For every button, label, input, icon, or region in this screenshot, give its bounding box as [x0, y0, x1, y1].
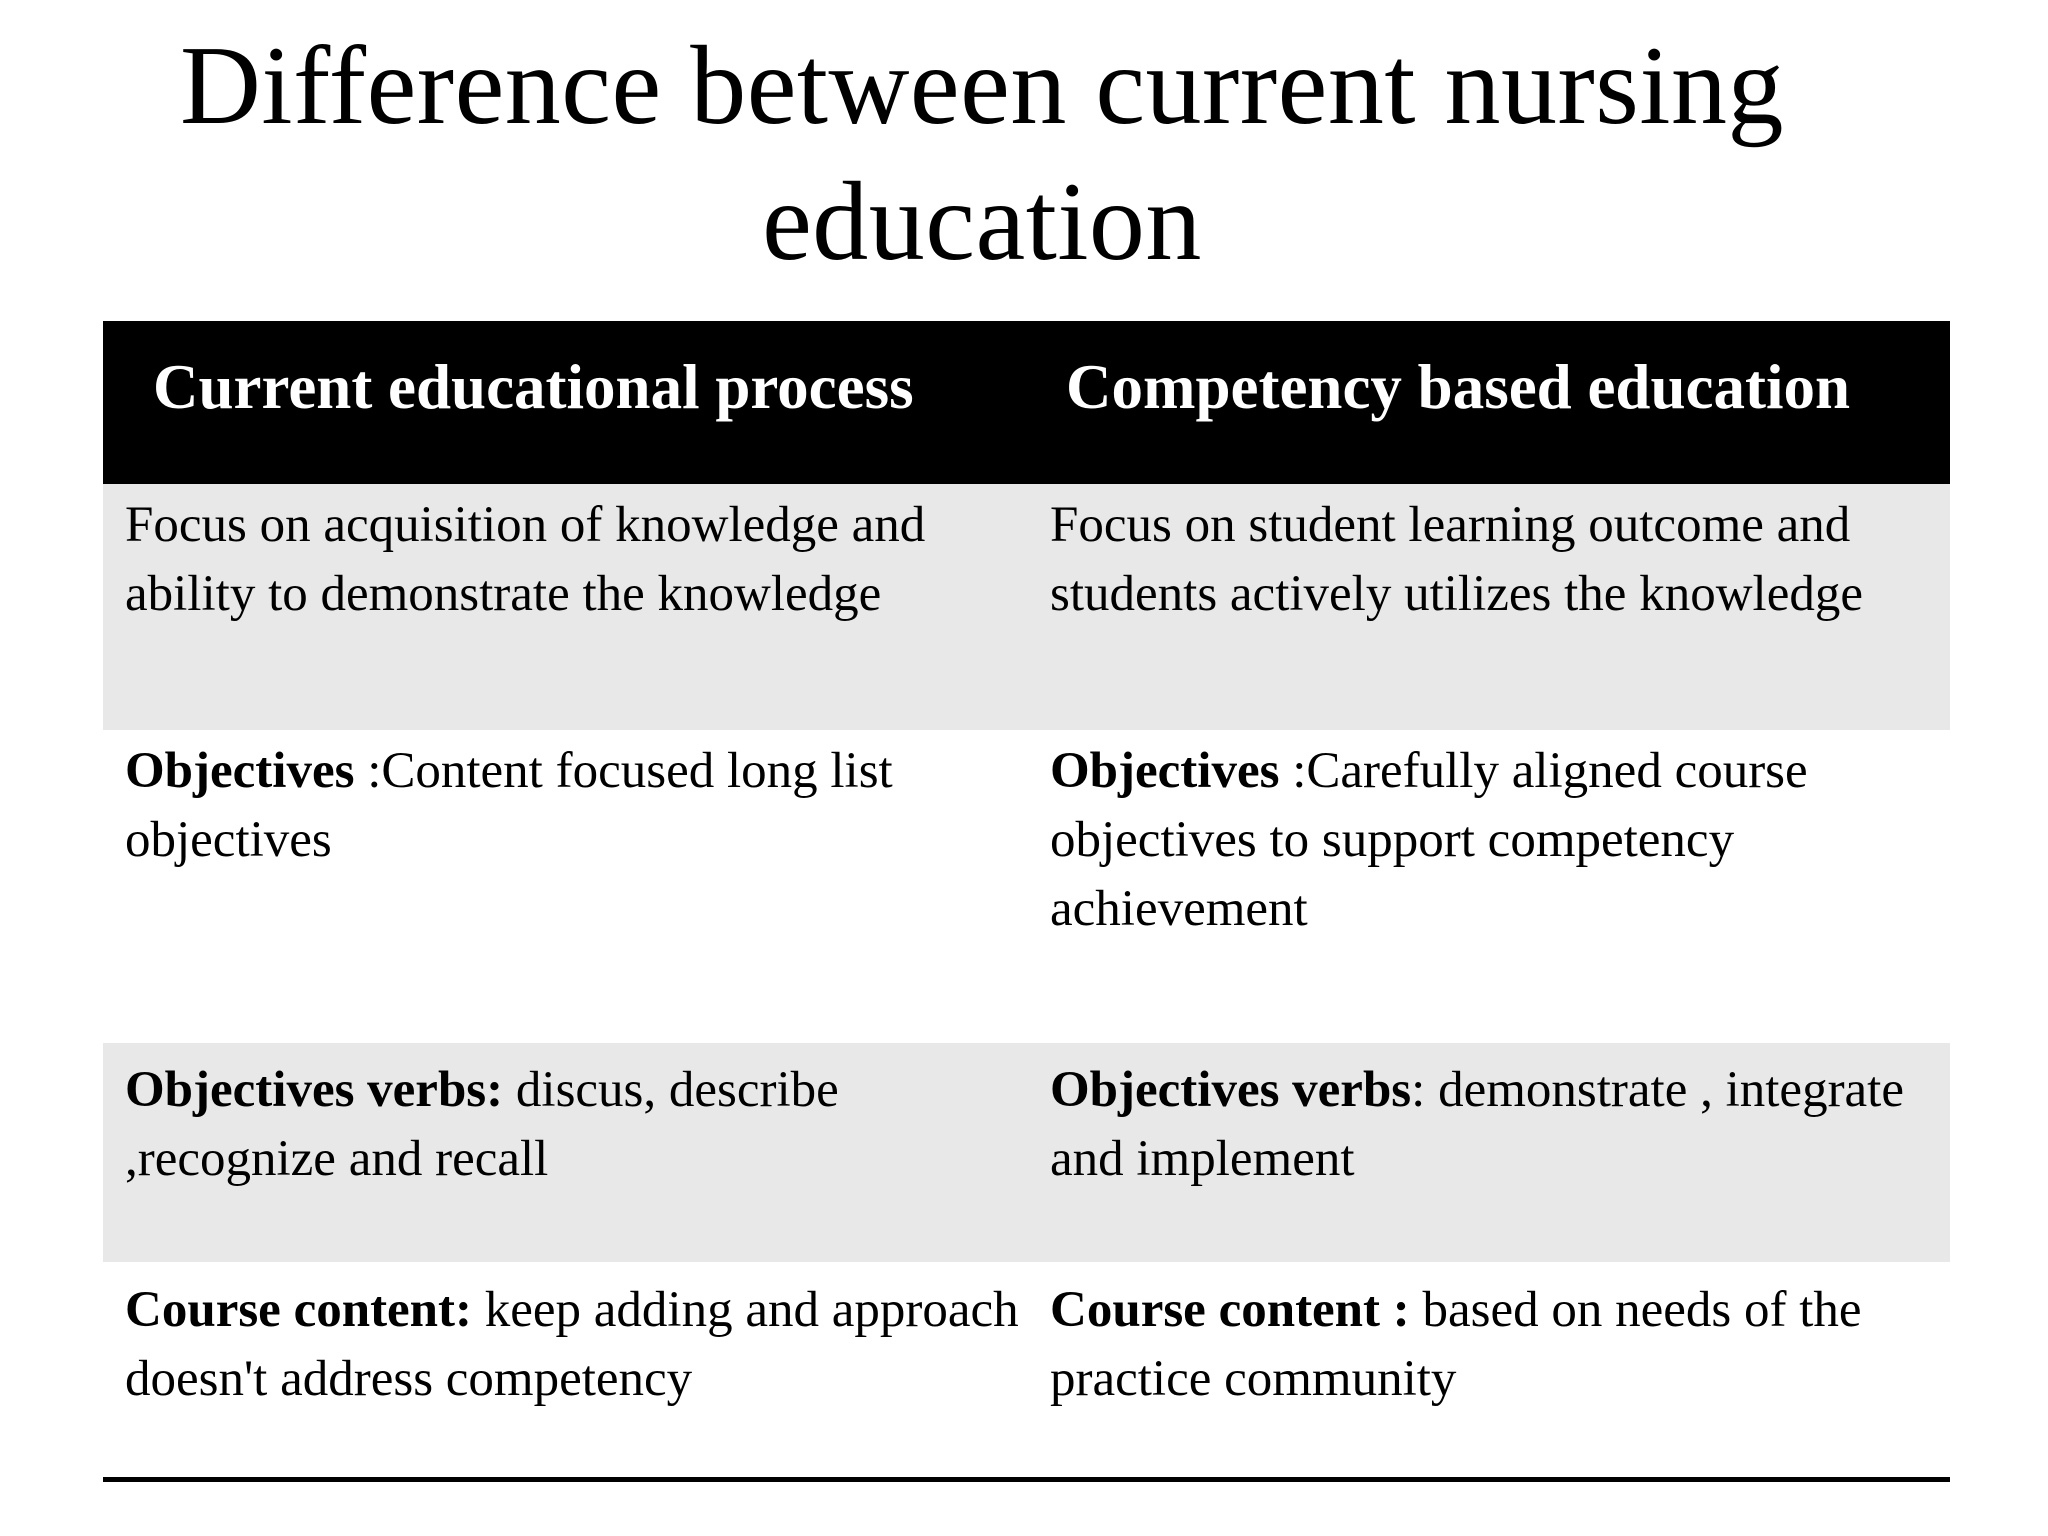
cell-lead: Objectives verbs	[1050, 1062, 1412, 1118]
cell-current-focus	[103, 484, 1028, 730]
cell-text: discus, describe ,recognize and recall	[125, 1062, 839, 1187]
table-header-row	[103, 321, 1950, 484]
table-row-focus	[103, 484, 1950, 730]
cell-competency-objectives	[1028, 730, 1950, 1043]
cell-competency-objectives-verbs	[1028, 1043, 1950, 1262]
cell-text: : demonstrate , integrate and implement	[1050, 1062, 1904, 1187]
table-bottom-rule	[103, 1477, 1950, 1482]
table-row-course-content	[103, 1262, 1950, 1474]
cell-text: :Carefully aligned course objectives to support competency achievement	[1050, 743, 1808, 937]
cell-competency-focus	[1028, 484, 1950, 730]
cell-competency-course-content	[1028, 1262, 1950, 1474]
cell-lead: Objectives verbs:	[125, 1062, 504, 1118]
cell-text: keep adding and approach doesn't address competency	[125, 1282, 1019, 1407]
header-current-educational-process: Current educational process	[153, 352, 914, 422]
cell-lead: Objectives	[125, 743, 355, 799]
cell-current-objectives-verbs	[103, 1043, 1028, 1262]
cell-lead: Objectives	[1050, 743, 1280, 799]
cell-lead: Course content :	[1050, 1282, 1410, 1338]
cell-text: :Content focused long list objectives	[125, 743, 893, 868]
table-row-objectives-verbs	[103, 1043, 1950, 1262]
comparison-table	[103, 321, 1950, 1474]
cell-text: based on needs of the practice community	[1050, 1282, 1862, 1407]
cell-current-objectives	[103, 730, 1028, 1043]
header-competency-based-education: Competency based education	[1066, 352, 1850, 422]
table-row-objectives	[103, 730, 1950, 1043]
cell-current-course-content	[103, 1262, 1028, 1474]
cell-lead: Course content:	[125, 1282, 473, 1338]
cell-text: Focus on acquisition of knowledge and ability to demonstrate the knowledge	[125, 497, 926, 622]
cell-text: Focus on student learning outcome and students actively utilizes the knowledge	[1050, 497, 1863, 622]
slide-title: Difference between current nursing education	[180, 24, 1784, 284]
